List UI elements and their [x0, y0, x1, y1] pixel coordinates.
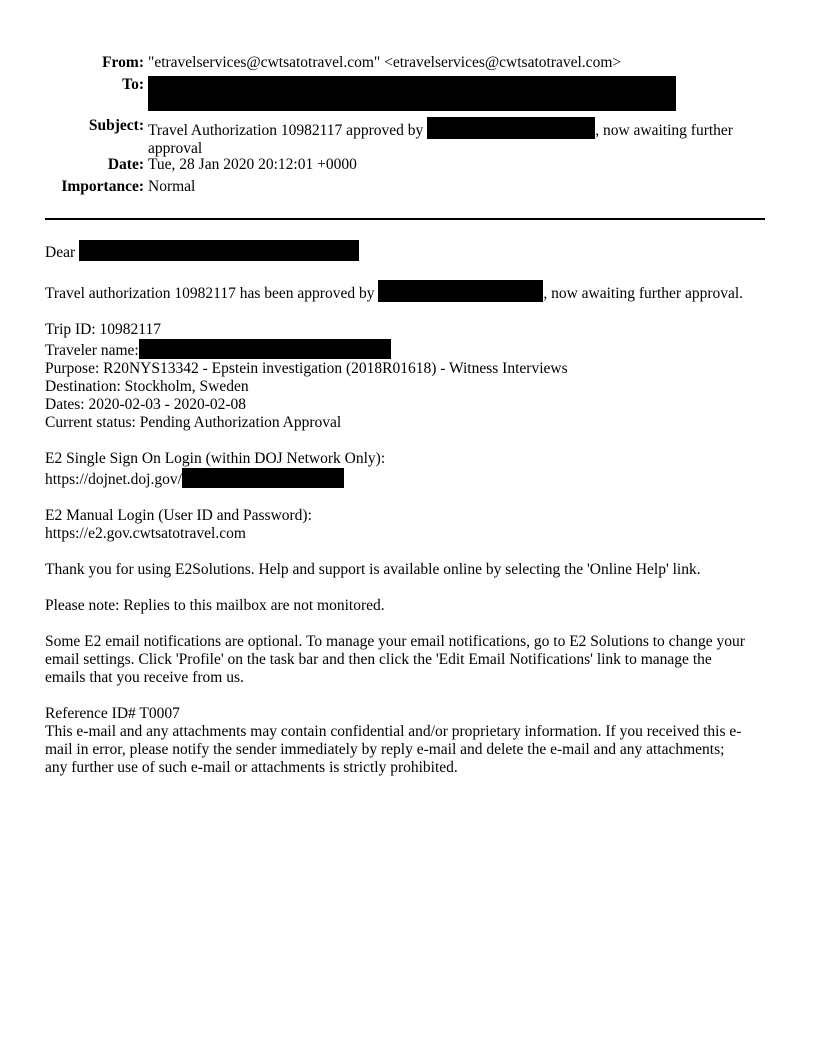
email-body	[45, 240, 773, 795]
header-divider	[45, 218, 765, 220]
traveler-name-label: Traveler name:	[45, 342, 139, 359]
to-label: To:	[122, 76, 144, 93]
from-value: "etravelservices@cwtsatotravel.com" <etravelservices@cwtsatotravel.com>	[148, 54, 622, 71]
trip-details	[45, 321, 773, 432]
reference-id: Reference ID# T0007	[45, 705, 180, 722]
optional-line-2: email settings. Click 'Profile' on the task bar and then click the 'Edit Email Notifications' link to manage the	[45, 651, 712, 668]
disclaimer-block	[45, 705, 773, 777]
optional-line-1: Some E2 email notifications are optional. To manage your email notifications, go to E2 Solutions to change your	[45, 633, 745, 650]
date-value: Tue, 28 Jan 2020 20:12:01 +0000	[148, 156, 357, 173]
note-paragraph: Please note: Replies to this mailbox are not monitored.	[45, 597, 385, 614]
redaction-subject-approver	[427, 117, 595, 139]
thanks-paragraph: Thank you for using E2Solutions. Help and support is available online by selecting the 'Online Help' link.	[45, 561, 701, 578]
approval-suffix: , now awaiting further approval.	[543, 285, 744, 302]
redaction-to	[148, 76, 676, 111]
sso-heading: E2 Single Sign On Login (within DOJ Network Only):	[45, 450, 386, 467]
redaction-approver-name	[378, 280, 543, 302]
purpose: Purpose: R20NYS13342 - Epstein investigation (2018R01618) - Witness Interviews	[45, 360, 568, 377]
subject-prefix: Travel Authorization 10982117 approved by	[148, 122, 424, 139]
importance-label: Importance:	[61, 178, 144, 195]
from-label: From:	[102, 54, 144, 71]
dates: Dates: 2020-02-03 - 2020-02-08	[45, 396, 247, 413]
disclaimer-line-1: This e-mail and any attachments may contain confidential and/or proprietary information. If you received this e-	[45, 723, 742, 740]
approval-prefix: Travel authorization 10982117 has been approved by	[45, 285, 375, 302]
manual-login-block	[45, 507, 773, 543]
optional-notifications-paragraph	[45, 633, 773, 687]
date-label: Date:	[107, 156, 144, 173]
traveler-name-row	[45, 339, 773, 360]
importance-value: Normal	[148, 178, 196, 195]
sso-login-block	[45, 450, 773, 489]
greeting: Dear	[45, 244, 76, 261]
subject-line2: approval	[148, 140, 203, 157]
subject-value	[148, 117, 768, 158]
current-status: Current status: Pending Authorization Approval	[45, 414, 342, 431]
subject-label: Subject:	[88, 117, 144, 134]
subject-suffix: , now awaiting further	[595, 122, 733, 139]
redaction-traveler-name	[139, 339, 391, 359]
disclaimer-line-2: mail in error, please notify the sender immediately by reply e-mail and delete the e-mail and any attachments;	[45, 741, 725, 758]
sso-url[interactable]: https://dojnet.doj.gov/	[45, 471, 182, 488]
redaction-sso-path	[182, 468, 344, 488]
destination: Destination: Stockholm, Sweden	[45, 378, 249, 395]
redaction-recipient-name	[79, 240, 359, 261]
greeting-paragraph	[45, 240, 773, 262]
approval-paragraph	[45, 280, 773, 303]
manual-url[interactable]: https://e2.gov.cwtsatotravel.com	[45, 525, 246, 542]
trip-id: Trip ID: 10982117	[45, 321, 161, 338]
manual-heading: E2 Manual Login (User ID and Password):	[45, 507, 312, 524]
sso-url-row[interactable]	[45, 468, 773, 489]
disclaimer-line-3: any further use of such e-mail or attachments is strictly prohibited.	[45, 759, 458, 776]
optional-line-3: emails that you receive from us.	[45, 669, 244, 686]
